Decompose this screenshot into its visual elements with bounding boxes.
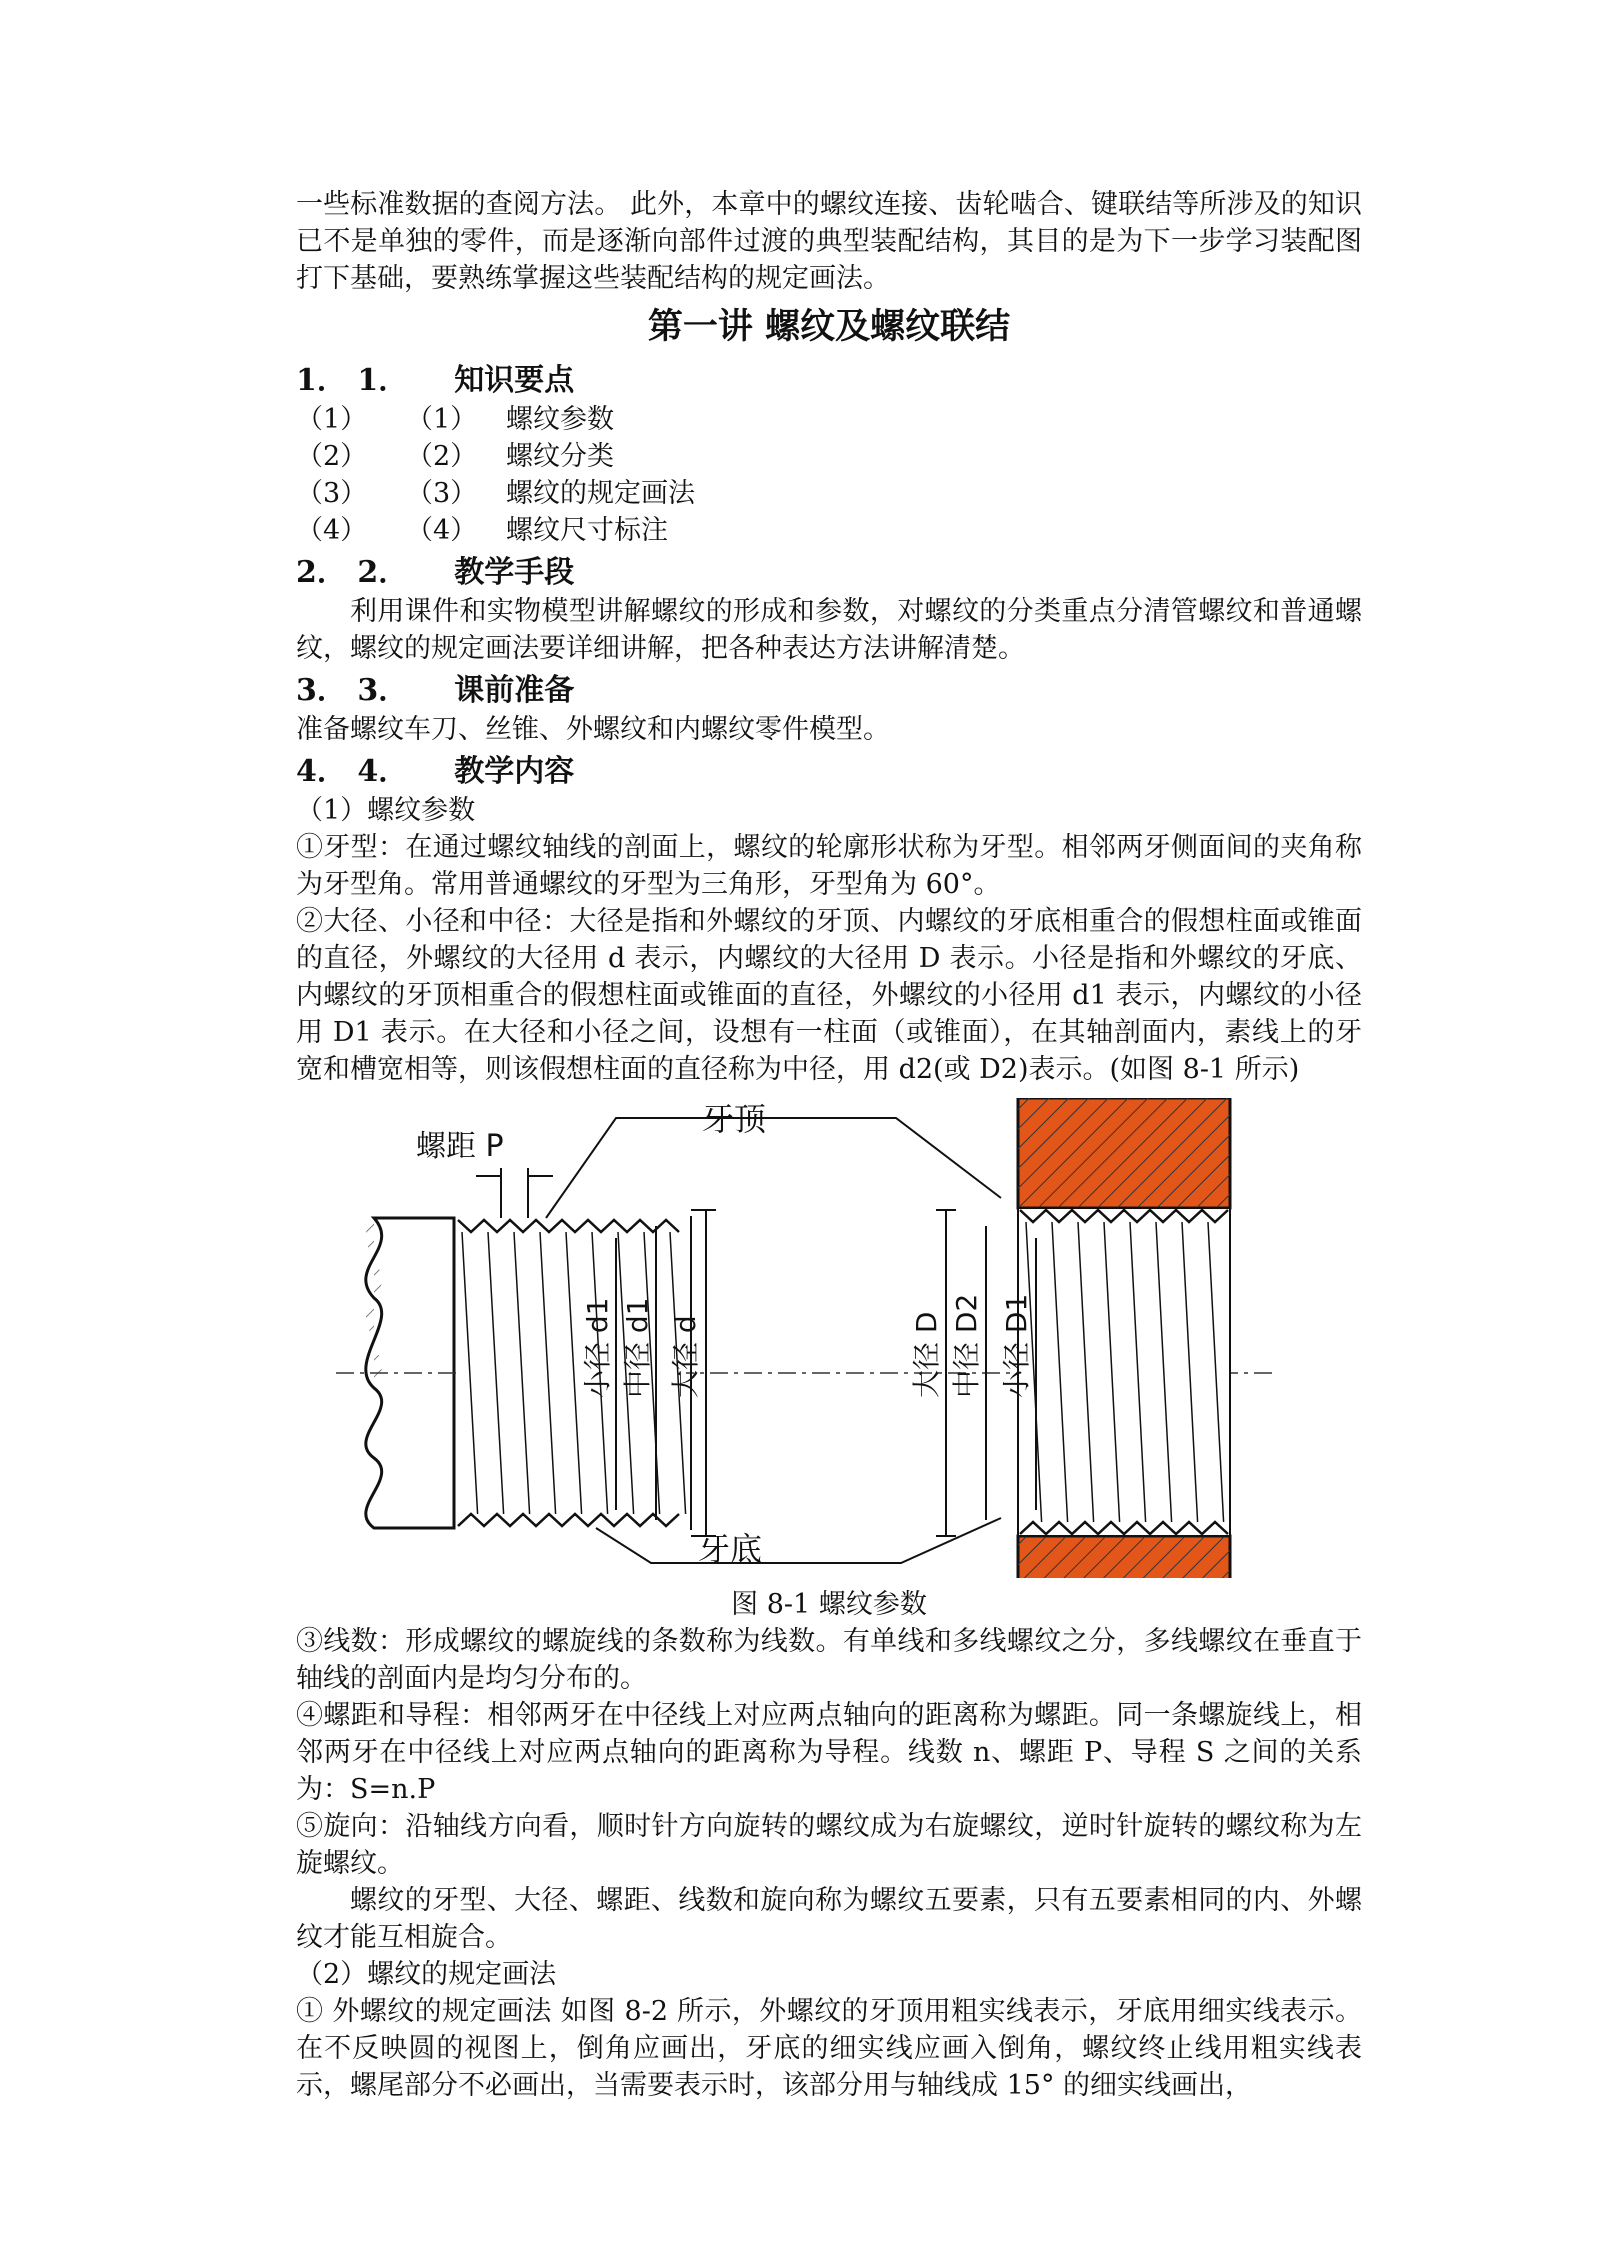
paragraph-pitch-lead: ④螺距和导程：相邻两牙在中径线上对应两点轴向的距离称为螺距。同一条螺旋线上，相邻两牙在中径线上对应两点轴向的距离称为导程。线数 n、螺距 P、导程 S 之间的关系为：S=n.P [296, 1700, 1362, 1805]
section-label: 课前准备 [454, 673, 575, 708]
section-heading-1 [296, 361, 1362, 401]
paragraph-direction: ⑤旋向：沿轴线方向看，顺时针方向旋转的螺纹成为右旋螺纹，逆时针旋转的螺纹称为左旋螺纹。 [296, 1811, 1362, 1879]
section-heading-3 [296, 671, 1362, 711]
list-item: （1） （1） 螺纹参数 [296, 404, 614, 435]
section-number: 1． 1． [296, 363, 409, 398]
intro-paragraph: 一些标准数据的查阅方法。 此外，本章中的螺纹连接、齿轮啮合、键联结等所涉及的知识已不是单独的零件，而是逐渐向部件过渡的典型装配结构，其目的是为下一步学习装配图打下基础，要熟练掌握这些装配结构的规定画法。 [296, 189, 1362, 294]
section-number: 2． 2． [296, 555, 409, 590]
paragraph-diameters: ②大径、小径和中径：大径是指和外螺纹的牙顶、内螺纹的牙底相重合的假想柱面或锥面的直径，外螺纹的大径用 d 表示，内螺纹的大径用 D 表示。小径是指和外螺纹的牙底、内螺纹的牙顶相重合的假想柱面或锥面的直径，外螺纹的小径用 d1 表示，内螺纹的小径用 D1 表示。在大径和小径之间，设想有一柱面（或锥面），在其轴剖面内，素线上的牙宽和槽宽相等，则该假想柱面的直径称为中径，用 d2(或 D2)表示。(如图 8-1 所示) [296, 906, 1362, 1085]
paragraph-five-elements: 螺纹的牙型、大径、螺距、线数和旋向称为螺纹五要素，只有五要素相同的内、外螺纹才能互相旋合。 [296, 1885, 1362, 1953]
minor-diameter-D1-label: 小径 D1 [1000, 1293, 1033, 1398]
subheading-drawing-rules: （2）螺纹的规定画法 [296, 1959, 557, 1990]
section-label: 知识要点 [454, 363, 575, 398]
section-label: 教学手段 [454, 555, 575, 590]
subheading-thread-params: （1）螺纹参数 [296, 795, 476, 826]
pitch-diameter-D2-label: 中径 D2 [950, 1293, 983, 1398]
document-content [296, 186, 1362, 2104]
paragraph-thread-form: ①牙型：在通过螺纹轴线的剖面上，螺纹的轮廓形状称为牙型。相邻两牙侧面间的夹角称为牙型角。常用普通螺纹的牙型为三角形，牙型角为 60°。 [296, 832, 1362, 900]
crest-label: 牙顶 [702, 1100, 767, 1138]
nut-section [1018, 1098, 1230, 1578]
pitch-diameter-d2-label: 中径 d1 [621, 1297, 654, 1398]
thread-parameters-figure [296, 1098, 1362, 1578]
lecture-title: 第一讲 螺纹及螺纹联结 [647, 306, 1011, 347]
list-item: （4） （4） 螺纹尺寸标注 [296, 515, 668, 546]
section-number: 3． 3． [296, 673, 409, 708]
major-diameter-d-label: 大径 d [669, 1315, 702, 1398]
major-diameter-D-label: 大径 D [910, 1311, 943, 1398]
paragraph-external-thread-rule: ① 外螺纹的规定画法 如图 8-2 所示，外螺纹的牙顶用粗实线表示，牙底用细实线表示。在不反映圆的视图上，倒角应画出，牙底的细实线应画入倒角，螺纹终止线用粗实线表示，螺尾部分不必画出，当需要表示时，该部分用与轴线成 15° 的细实线画出， [296, 1996, 1362, 2101]
list-item: （2） （2） 螺纹分类 [296, 441, 614, 472]
section-heading-4 [296, 752, 1362, 792]
thread-diagram [296, 1098, 1362, 1578]
root-label: 牙底 [698, 1530, 763, 1568]
teaching-method-paragraph: 利用课件和实物模型讲解螺纹的形成和参数，对螺纹的分类重点分清管螺纹和普通螺纹，螺纹的规定画法要详细讲解，把各种表达方法讲解清楚。 [296, 596, 1362, 664]
section-label: 教学内容 [454, 754, 575, 789]
list-item: （3） （3） 螺纹的规定画法 [296, 478, 695, 509]
section-heading-2 [296, 553, 1362, 593]
section-number: 4． 4． [296, 754, 409, 789]
preparation-paragraph: 准备螺纹车刀、丝锥、外螺纹和内螺纹零件模型。 [296, 714, 890, 745]
paragraph-thread-count: ③线数：形成螺纹的螺旋线的条数称为线数。有单线和多线螺纹之分，多线螺纹在垂直于轴线的剖面内是均匀分布的。 [296, 1626, 1362, 1694]
figure-caption: 图 8-1 螺纹参数 [731, 1589, 927, 1620]
pitch-label: 螺距 P [416, 1129, 504, 1164]
minor-diameter-d1-label: 小径 d1 [581, 1297, 614, 1398]
